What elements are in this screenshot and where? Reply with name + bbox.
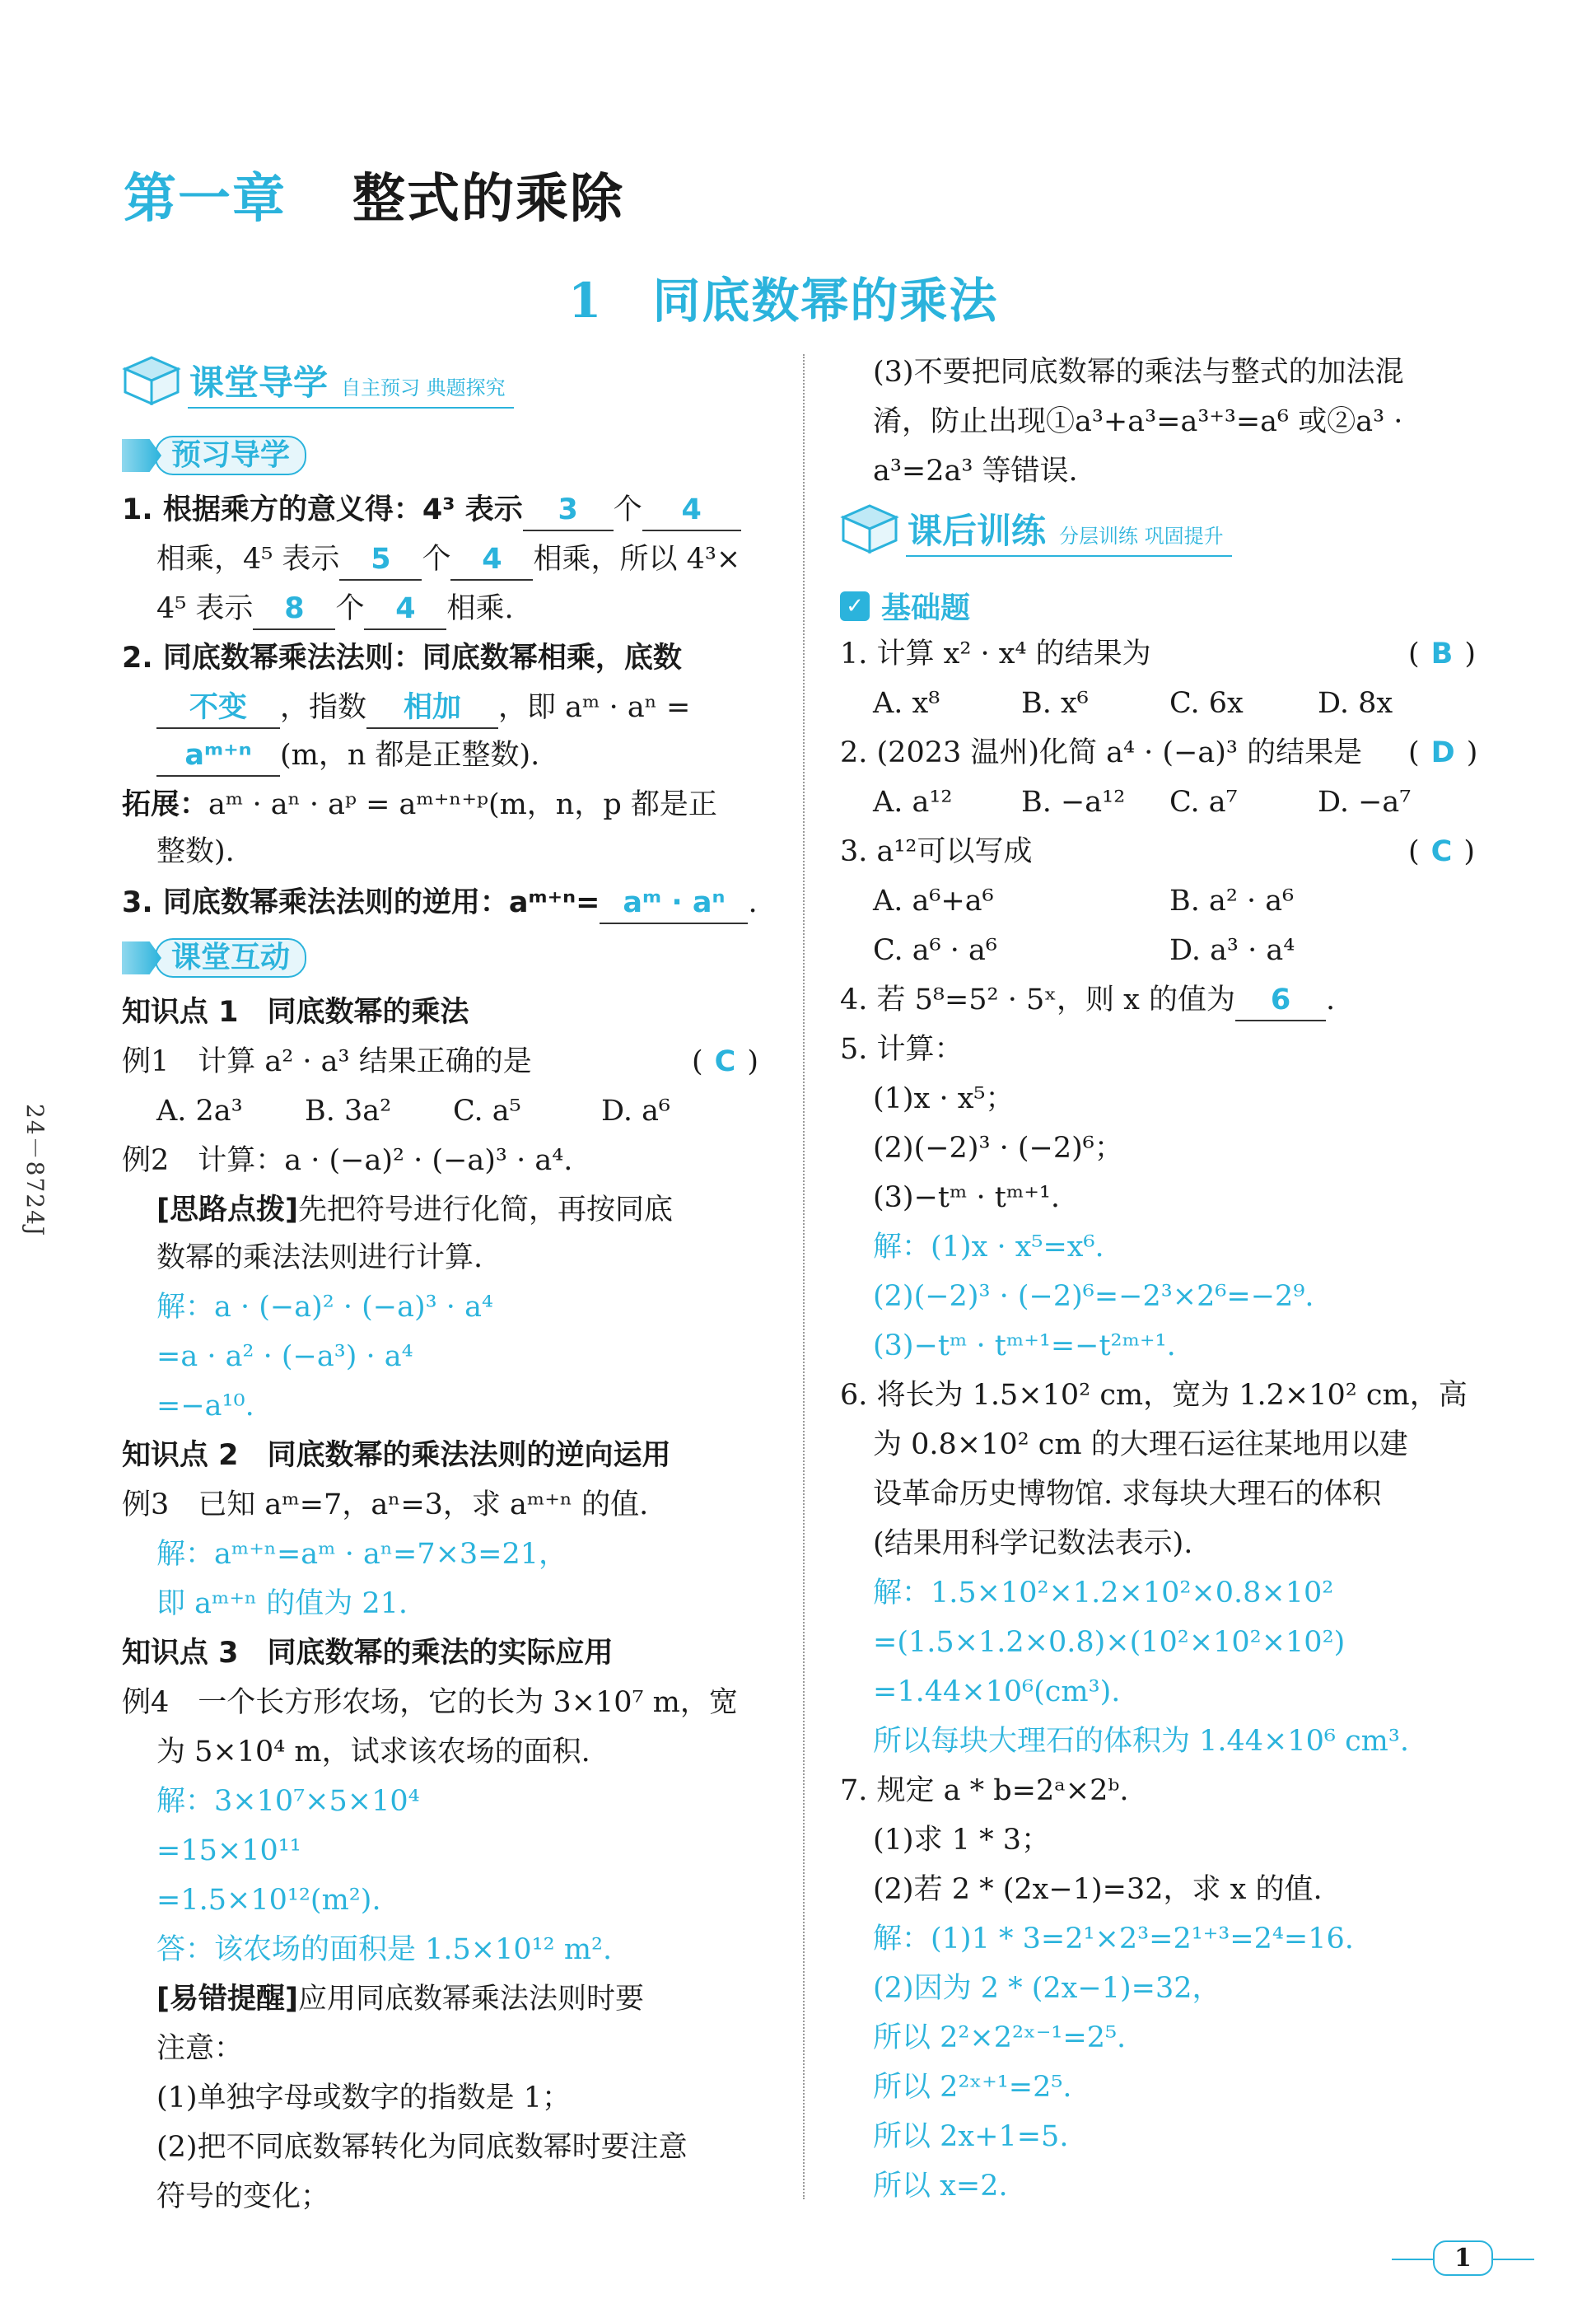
q1-line3: 4⁵ 表示 8 个 4 相乘. [156,589,514,630]
cube-icon [840,502,899,554]
p3-opt-c: C. a⁶ · a⁶ [873,934,997,967]
p7-sol4: 所以 2²ˣ⁺¹=2⁵. [873,2071,1072,2104]
header-subtitle: 分层训练 巩固提升 [1059,525,1224,548]
p1-opt-a: A. x⁸ [873,687,940,720]
blank: 5 [339,540,422,581]
blank: 6 [1235,980,1326,1021]
example3: 例3 已知 aᵐ=7，aⁿ=3，求 aᵐ⁺ⁿ 的值. [122,1488,649,1521]
p3: 3. a¹²可以写成 [840,835,1033,868]
example3-sol2: 即 aᵐ⁺ⁿ 的值为 21. [156,1587,408,1620]
blank: 不变 [156,688,280,729]
header-title: 课后训练 [908,511,1047,551]
page-number: 1 [1392,2240,1534,2276]
warn-line5: 符号的变化； [156,2180,330,2213]
p7-sol5: 所以 2x+1=5. [873,2120,1069,2153]
check-icon: ✓ [840,591,870,621]
cube-icon [122,354,181,405]
knowledge-point-2: 知识点 2 同底数幂的乘法法则的逆向运用 [122,1439,671,1472]
example4-sol3: =1.5×10¹²(m²). [156,1884,381,1917]
p7-line3: (2)若 2 * (2x−1)=32，求 x 的值. [873,1873,1323,1906]
header-subtitle: 自主预习 典题探究 [341,376,506,399]
p6-line1: 6. 将长为 1.5×10² cm，宽为 1.2×10² cm，高 [840,1379,1468,1412]
warn-line3: (1)单独字母或数字的指数是 1； [156,2081,571,2114]
blank: 4 [450,540,533,581]
pill-yuxi [122,437,306,474]
warn-line4: (2)把不同底数幂转化为同底数幂时要注意 [156,2131,688,2164]
warn-line1: [易错提醒]应用同底数幂乘法法则时要 [156,1983,645,2016]
header-ketang-daoxue [122,354,506,405]
p2-opt-d: D. −a⁷ [1318,786,1412,819]
p7-line1: 7. 规定 a * b=2ᵃ×2ᵇ. [840,1774,1129,1807]
example1-opt-d: D. a⁶ [601,1095,670,1128]
p1-opt-d: D. 8x [1318,687,1393,720]
section-name: 同底数幂的乘法 [652,273,999,329]
p3-opt-d: D. a³ · a⁴ [1169,934,1295,967]
p6-sol2: =(1.5×1.2×0.8)×(10²×10²×10²) [873,1626,1346,1659]
p7-sol2: (2)因为 2 * (2x−1)=32， [873,1972,1221,2005]
blank: aᵐ · aⁿ [600,883,748,924]
section-title [568,262,998,331]
q3-line: 3. 同底数幂乘法法则的逆用：aᵐ⁺ⁿ= aᵐ · aⁿ . [122,883,758,924]
example2-sol2: =a · a² · (−a³) · a⁴ [156,1340,413,1373]
arrow-icon [122,439,161,472]
header-title: 课堂导学 [189,362,329,403]
q2-line1: 2. 同底数幂乘法法则：同底数幂相乘，底数 [122,642,682,675]
example1-opt-a: A. 2a³ [156,1095,243,1128]
p5-sol1: 解：(1)x · x⁵=x⁶. [873,1231,1104,1264]
chapter-number: 第一章 [124,169,287,230]
p2-answer: ( D ) [1408,736,1478,769]
warn-cont-line1: (3)不要把同底数幂的乘法与整式的加法混 [873,356,1404,389]
example4-sol4: 答：该农场的面积是 1.5×10¹² m². [156,1933,613,1966]
p4: 4. 若 5⁸=5² · 5ˣ，则 x 的值为 6 . [840,980,1335,1021]
p6-line3: 设革命历史博物馆. 求每块大理石的体积 [873,1478,1382,1511]
warn-cont-line2: 淆，防止出现①a³+a³=a³⁺³=a⁶ 或②a³ · [873,405,1403,438]
p1-opt-b: B. x⁶ [1021,687,1089,720]
example4-line2: 为 5×10⁴ m，试求该农场的面积. [156,1736,590,1768]
example2-sol3: =−a¹⁰. [156,1390,254,1423]
example2-sol1: 解：a · (−a)² · (−a)³ · a⁴ [156,1291,493,1324]
p5-item1: (1)x · x⁵； [873,1082,1015,1115]
p1-opt-c: C. 6x [1169,687,1244,720]
p7-sol3: 所以 2²×2²ˣ⁻¹=2⁵. [873,2021,1127,2054]
q1-line2: 相乘，4⁵ 表示 5 个 4 相乘，所以 4³× [156,540,740,581]
example4-line1: 例4 一个长方形农场，它的长为 3×10⁷ m，宽 [122,1686,738,1719]
ext-line1: 拓展：aᵐ · aⁿ · aᵖ = aᵐ⁺ⁿ⁺ᵖ(m，n，p 都是正 [122,788,717,821]
side-code: 24－8724J [21,1104,49,1238]
example2-tip: [思路点拨]先把符号进行化简，再按同底 [156,1194,674,1226]
basic-section-label: ✓ 基础题 [840,585,970,627]
p5-sol2: (2)(−2)³ · (−2)⁶=−2³×2⁶=−2⁹. [873,1280,1314,1313]
p1-answer: ( B ) [1408,638,1476,670]
p3-opt-b: B. a² · a⁶ [1169,885,1295,918]
p2-opt-b: B. −a¹² [1021,786,1126,819]
blank: 8 [253,589,335,630]
blank: aᵐ⁺ⁿ [156,736,280,777]
pill-hudong [122,939,306,977]
example2: 例2 计算：a · (−a)² · (−a)³ · a⁴. [122,1144,573,1177]
p6-line4: (结果用科学记数法表示). [873,1527,1193,1560]
warn-cont-line3: a³=2a³ 等错误. [873,455,1078,488]
p5: 5. 计算： [840,1033,964,1066]
p6-line2: 为 0.8×10² cm 的大理石运往某地用以建 [873,1428,1408,1461]
header-kehou-xunlian [840,502,1224,554]
section-number: 1 [568,273,604,329]
example1: 例1 计算 a² · a³ 结果正确的是 [122,1045,532,1078]
pill-label: 课堂互动 [155,938,306,978]
p2-opt-c: C. a⁷ [1169,786,1238,819]
chapter-name: 整式的乘除 [352,169,624,230]
p2: 2. (2023 温州)化简 a⁴ · (−a)³ 的结果是 [840,736,1363,769]
blank: 相加 [366,688,498,729]
warn-line2: 注意： [156,2032,244,2065]
q2-line3: aᵐ⁺ⁿ (m，n 都是正整数). [156,736,539,777]
arrow-icon [122,941,161,974]
blank: 4 [364,589,446,630]
knowledge-point-1: 知识点 1 同底数幂的乘法 [122,996,469,1029]
example4-sol1: 解：3×10⁷×5×10⁴ [156,1785,420,1818]
p7-sol6: 所以 x=2. [873,2170,1008,2203]
p3-answer: ( C ) [1408,835,1475,868]
p3-opt-a: A. a⁶+a⁶ [873,885,994,918]
example1-opt-c: C. a⁵ [453,1095,521,1128]
p2-opt-a: A. a¹² [873,786,953,819]
q2-line2: 不变 ，指数 相加 ，即 aᵐ · aⁿ = [156,688,690,729]
blank: 4 [642,490,741,531]
example4-sol2: =15×10¹¹ [156,1834,301,1867]
ext-line2: 整数). [156,835,235,868]
p1: 1. 计算 x² · x⁴ 的结果为 [840,638,1151,670]
q1-line1: 1. 根据乘方的意义得：4³ 表示 3 个 4 [122,490,741,531]
pill-label: 预习导学 [155,436,306,475]
p5-item2: (2)(−2)³ · (−2)⁶； [873,1132,1123,1165]
column-divider [803,354,805,2199]
p6-sol3: =1.44×10⁶(cm³). [873,1675,1121,1708]
p6-sol4: 所以每块大理石的体积为 1.44×10⁶ cm³. [873,1725,1410,1758]
example3-sol1: 解：aᵐ⁺ⁿ=aᵐ · aⁿ=7×3=21， [156,1538,568,1571]
p7-line2: (1)求 1 * 3； [873,1824,1050,1857]
p7-sol1: 解：(1)1 * 3=2¹×2³=2¹⁺³=2⁴=16. [873,1923,1354,1955]
p6-sol1: 解：1.5×10²×1.2×10²×0.8×10² [873,1577,1334,1610]
knowledge-point-3: 知识点 3 同底数幂的乘法的实际应用 [122,1637,614,1670]
chapter-title [124,157,624,232]
example1-answer: ( C ) [692,1045,758,1078]
blank: 3 [523,490,614,531]
example1-opt-b: B. 3a² [305,1095,392,1128]
p5-item3: (3)−tᵐ · tᵐ⁺¹. [873,1181,1060,1214]
p5-sol3: (3)−tᵐ · tᵐ⁺¹=−t²ᵐ⁺¹. [873,1329,1176,1362]
example2-tip2: 数幂的乘法法则进行计算. [156,1241,483,1274]
